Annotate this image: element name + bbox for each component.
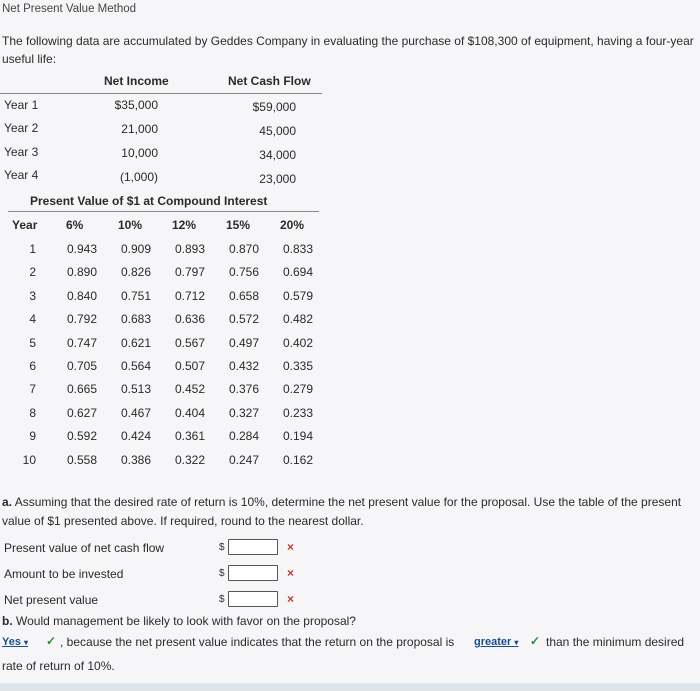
incorrect-icon: × bbox=[287, 592, 295, 606]
pv-factor-cell: 0.452 bbox=[174, 382, 206, 396]
cash-table-rule bbox=[0, 93, 322, 94]
pv-header-cell: Year bbox=[12, 218, 38, 232]
pv-header-cell: 12% bbox=[172, 218, 197, 232]
pv-year-cell: 9 bbox=[29, 429, 36, 443]
pv-year-cell: 10 bbox=[22, 453, 36, 467]
pv-year-cell: 3 bbox=[29, 289, 36, 303]
pv-header-cell: 15% bbox=[226, 218, 251, 232]
pv-factor-cell: 0.247 bbox=[228, 453, 260, 467]
pv-factor-cell: 0.467 bbox=[120, 406, 152, 420]
pv-factor-cell: 0.335 bbox=[282, 359, 314, 373]
pv-factor-cell: 0.507 bbox=[174, 359, 206, 373]
pv-factor-cell: 0.665 bbox=[66, 382, 98, 396]
comparison-select-value: greater bbox=[474, 636, 512, 648]
part-b-text-3: rate of return of 10%. bbox=[2, 659, 115, 673]
pv-factor-cell: 0.386 bbox=[120, 453, 152, 467]
pv-factor-cell: 0.279 bbox=[282, 382, 314, 396]
dropdown-arrow-icon: ▾ bbox=[514, 638, 519, 647]
problem-intro: The following data are accumulated by Geddes Company in evaluating the purchase of $108,300 of equipment, having a four-year useful life: bbox=[2, 34, 694, 66]
pv-year-cell: 6 bbox=[29, 359, 36, 373]
currency-symbol: $ bbox=[219, 542, 225, 553]
field-label-pv-cash-flow: Present value of net cash flow bbox=[4, 541, 165, 555]
cash-row-cash: 23,000 bbox=[259, 172, 296, 186]
pv-factor-cell: 0.712 bbox=[174, 289, 206, 303]
pv-factor-cell: 0.826 bbox=[120, 265, 152, 279]
pv-factor-cell: 0.361 bbox=[174, 429, 206, 443]
pv-factor-cell: 0.636 bbox=[174, 312, 206, 326]
pv-factor-cell: 0.162 bbox=[282, 453, 314, 467]
pv-factor-cell: 0.567 bbox=[174, 336, 206, 350]
pv-year-cell: 4 bbox=[29, 312, 36, 326]
part-b-label: b. bbox=[2, 614, 13, 628]
pv-year-cell: 8 bbox=[29, 406, 36, 420]
cash-row-income: 21,000 bbox=[121, 122, 158, 136]
pv-year-cell: 7 bbox=[29, 382, 36, 396]
part-b-question bbox=[2, 614, 356, 628]
part-a-question bbox=[2, 493, 694, 531]
favor-select-value: Yes bbox=[2, 636, 21, 648]
pv-factor-cell: 0.621 bbox=[120, 336, 152, 350]
pv-factor-cell: 0.497 bbox=[228, 336, 260, 350]
pv-factor-cell: 0.870 bbox=[228, 242, 260, 256]
correct-check-icon: ✓ bbox=[530, 634, 541, 648]
pv-factor-cell: 0.683 bbox=[120, 312, 152, 326]
header-net-cash-flow: Net Cash Flow bbox=[228, 74, 311, 88]
pv-factor-cell: 0.890 bbox=[66, 265, 98, 279]
pv-factor-cell: 0.482 bbox=[282, 312, 314, 326]
pv-factor-cell: 0.432 bbox=[228, 359, 260, 373]
pv-year-cell: 2 bbox=[29, 265, 36, 279]
pv-factor-cell: 0.194 bbox=[282, 429, 314, 443]
pv-factor-cell: 0.627 bbox=[66, 406, 98, 420]
part-b-text-1: , because the net present value indicates that the return on the proposal is bbox=[60, 635, 455, 649]
pv-factor-cell: 0.592 bbox=[66, 429, 98, 443]
header-net-income: Net Income bbox=[104, 74, 169, 88]
pv-factor-cell: 0.572 bbox=[228, 312, 260, 326]
correct-check-icon: ✓ bbox=[46, 634, 57, 648]
pv-year-cell: 1 bbox=[29, 242, 36, 256]
amount-invested-input[interactable] bbox=[228, 565, 278, 581]
pv-header-cell: 6% bbox=[66, 218, 84, 232]
cash-row-label: Year 2 bbox=[4, 121, 39, 135]
part-b-text-2: than the minimum desired bbox=[546, 635, 685, 649]
pv-factor-cell: 0.404 bbox=[174, 406, 206, 420]
pv-header-cell: 20% bbox=[280, 218, 305, 232]
npv-input[interactable] bbox=[228, 591, 278, 607]
pv-factor-cell: 0.833 bbox=[282, 242, 314, 256]
cash-row-cash: 34,000 bbox=[259, 148, 296, 162]
cash-row-label: Year 1 bbox=[4, 98, 39, 112]
pv-factor-cell: 0.376 bbox=[228, 382, 260, 396]
pv-factor-cell: 0.751 bbox=[120, 289, 152, 303]
pv-factor-cell: 0.327 bbox=[228, 406, 260, 420]
pv-factor-cell: 0.694 bbox=[282, 265, 314, 279]
part-a-label: a. bbox=[2, 495, 13, 509]
pv-factor-cell: 0.513 bbox=[120, 382, 152, 396]
pv-factor-cell: 0.705 bbox=[66, 359, 98, 373]
pv-factor-cell: 0.564 bbox=[120, 359, 152, 373]
part-a-text: Assuming that the desired rate of return is 10%, determine the net present value for the proposal. Use the table of the present value of $1 presented above. If required, round to the nearest dollar. bbox=[2, 495, 682, 528]
dropdown-arrow-icon: ▾ bbox=[24, 638, 29, 647]
pv-table-rule bbox=[8, 211, 319, 212]
cash-row-cash: $59,000 bbox=[252, 100, 296, 114]
pv-factor-cell: 0.909 bbox=[120, 242, 152, 256]
cash-row-label: Year 4 bbox=[4, 168, 39, 182]
comparison-select[interactable] bbox=[474, 636, 518, 648]
incorrect-icon: × bbox=[287, 566, 295, 580]
pv-factor-cell: 0.792 bbox=[66, 312, 98, 326]
incorrect-icon: × bbox=[287, 540, 295, 554]
cash-row-income: (1,000) bbox=[119, 170, 158, 184]
part-b-text: Would management be likely to look with favor on the proposal? bbox=[12, 614, 356, 628]
cash-row-income: 10,000 bbox=[121, 146, 158, 160]
pv-factor-cell: 0.233 bbox=[282, 406, 314, 420]
favor-select[interactable] bbox=[2, 636, 28, 648]
pv-factor-cell: 0.840 bbox=[66, 289, 98, 303]
pv-factor-cell: 0.284 bbox=[228, 429, 260, 443]
pv-factor-cell: 0.322 bbox=[174, 453, 206, 467]
cash-row-income: $35,000 bbox=[114, 98, 158, 112]
pv-factor-cell: 0.893 bbox=[174, 242, 206, 256]
currency-symbol: $ bbox=[219, 594, 225, 605]
pv-factor-cell: 0.658 bbox=[228, 289, 260, 303]
pv-factor-cell: 0.424 bbox=[120, 429, 152, 443]
currency-symbol: $ bbox=[219, 568, 225, 579]
pv-factor-cell: 0.747 bbox=[66, 336, 98, 350]
pv-factor-cell: 0.756 bbox=[228, 265, 260, 279]
pv-header-cell: 10% bbox=[118, 218, 143, 232]
pv-factor-cell: 0.943 bbox=[66, 242, 98, 256]
pv-factor-cell: 0.579 bbox=[282, 289, 314, 303]
pv-factor-cell: 0.402 bbox=[282, 336, 314, 350]
pv-year-cell: 5 bbox=[29, 336, 36, 350]
pv-factor-cell: 0.558 bbox=[66, 453, 98, 467]
cash-row-label: Year 3 bbox=[4, 145, 39, 159]
pv-cash-flow-input[interactable] bbox=[228, 539, 278, 555]
field-label-npv: Net present value bbox=[4, 593, 99, 607]
pv-factor-cell: 0.797 bbox=[174, 265, 206, 279]
pv-table-title: Present Value of $1 at Compound Interest bbox=[30, 194, 268, 208]
footer-bar bbox=[0, 683, 700, 691]
page-title: Net Present Value Method bbox=[2, 3, 137, 15]
cash-row-cash: 45,000 bbox=[259, 124, 296, 138]
field-label-amount-invested: Amount to be invested bbox=[4, 567, 124, 581]
